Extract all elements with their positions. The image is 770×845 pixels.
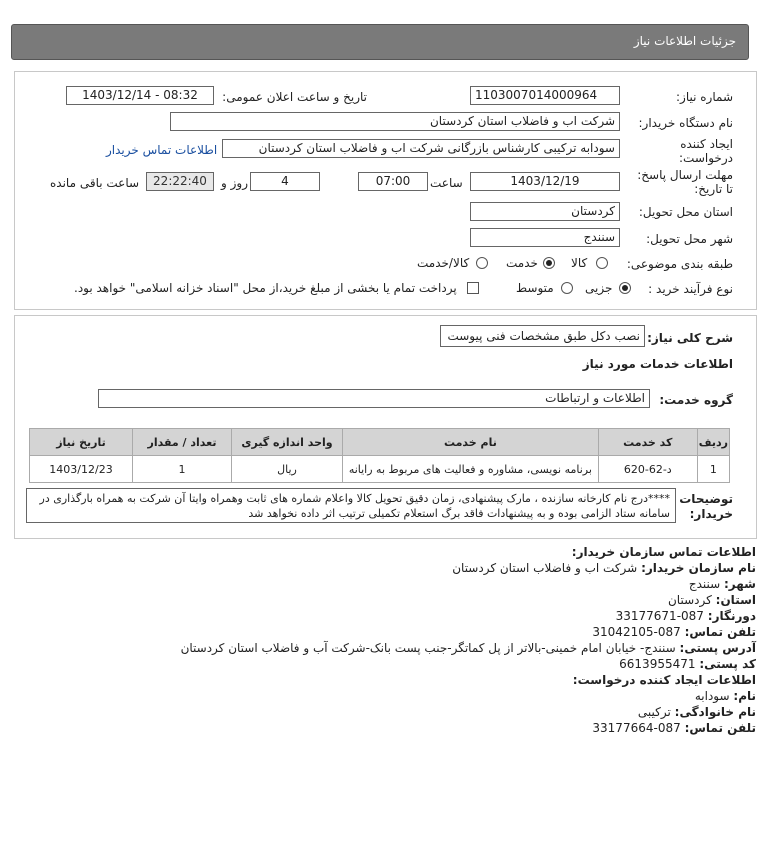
creator-first-name-row (695, 689, 756, 703)
contact-phone-label: تلفن تماس: (684, 625, 756, 639)
city-field: سنندج (470, 228, 620, 247)
contact-fax: 087-33177671 (615, 609, 704, 623)
creator-phone-row (592, 721, 756, 735)
contact-address-label: آدرس پستی: (679, 641, 756, 655)
contact-org: شرکت اب و فاضلاب استان کردستان (452, 561, 638, 575)
announce-label: تاریخ و ساعت اعلان عمومی: (222, 90, 367, 104)
contact-province-label: استان: (715, 593, 756, 607)
process-minor-label: جزیی (585, 281, 613, 295)
buyer-notes-label: توضیحات خریدار: (679, 492, 733, 521)
city-label: شهر محل تحویل: (646, 232, 733, 246)
creator-last-name: ترکیبی (637, 705, 671, 719)
remaining-label: ساعت باقی مانده (50, 176, 140, 190)
service-name: برنامه نویسی، مشاوره و فعالیت های مربوط به رایانه (343, 456, 599, 483)
days-label: روز و (221, 176, 248, 190)
creator-first-name-label: نام: (733, 689, 756, 703)
contact-heading: اطلاعات تماس سازمان خریدار: (571, 545, 756, 559)
table-header-row (30, 429, 730, 456)
treasury-note: پرداخت تمام یا بخشی از مبلغ خرید،از محل "اسناد خزانه اسلامی" خواهد بود. (74, 281, 457, 295)
contact-province: کردستان (667, 593, 712, 607)
need-number-label: شماره نیاز: (676, 90, 733, 104)
creator-last-name-label: نام خانوادگی: (674, 705, 756, 719)
category-service-label: خدمت (506, 256, 538, 270)
service-unit: ریال (232, 456, 343, 483)
deadline-time-field: 07:00 (358, 172, 428, 191)
service-code: د-62-620 (598, 456, 697, 483)
buyer-org-label: نام دستگاه خریدار: (638, 116, 733, 130)
row-index: 1 (697, 456, 729, 483)
contact-fax-label: دورنگار: (707, 609, 756, 623)
category-goods-label: کالا (571, 256, 588, 270)
deadline-date-field: 1403/12/19 (470, 172, 620, 191)
buyer-org-field: شرکت اب و فاضلاب استان کردستان (170, 112, 620, 131)
deadline-label: مهلت ارسال پاسخ: تا تاریخ: (637, 168, 733, 196)
col-row-header: ردیف (697, 429, 729, 456)
creator-first-name: سودابه (694, 689, 730, 703)
service-qty: 1 (133, 456, 232, 483)
col-date-header: تاریخ نیاز (30, 429, 133, 456)
buyer-notes-field: ****درج نام کارخانه سازنده ، مارک پیشنهادی، زمان دقیق تحویل کالا واعلام شماره های ثابت وهمراه وایتا آن شرکت به همراه بارگذاری در سامانه ستاد الزامی بوده و به پیشنهادات فاقد برگ استعلام تکمیلی ترتیب اثر داده نخواهد شد (26, 488, 676, 523)
col-qty-header: تعداد / مقدار (133, 429, 232, 456)
category-goods-service-label: کالا/خدمت (417, 256, 470, 270)
process-medium-label: متوسط (516, 281, 554, 295)
remaining-time-field: 22:22:40 (146, 172, 214, 191)
contact-phone-row (592, 625, 756, 639)
category-service-radio[interactable] (543, 257, 555, 269)
days-remaining-field: 4 (250, 172, 320, 191)
contact-address: سنندج- خیابان امام خمینی-بالاتر از پل کماتگر-جنب پست بانک-شرکت آب و فاضلاب استان کردستان (180, 641, 676, 655)
contact-org-row (452, 561, 756, 575)
contact-postal: 6613955471 (619, 657, 696, 671)
process-medium-radio[interactable] (561, 282, 573, 294)
service-group-label: گروه خدمت: (659, 393, 733, 407)
category-goods-service-radio[interactable] (476, 257, 488, 269)
category-goods-radio[interactable] (596, 257, 608, 269)
contact-postal-label: کد پستی: (699, 657, 756, 671)
creator-field: سودابه ترکیبی کارشناس بازرگانی شرکت اب و فاضلاب استان کردستان (222, 139, 620, 158)
creator-phone-label: تلفن تماس: (684, 721, 756, 735)
contact-city: سنندج (688, 577, 721, 591)
col-name-header: نام خدمت (343, 429, 599, 456)
contact-city-label: شهر: (724, 577, 756, 591)
col-code-header: کد خدمت (598, 429, 697, 456)
creator-label: ایجاد کننده درخواست: (679, 137, 733, 165)
col-unit-header: واحد اندازه گیری (232, 429, 343, 456)
category-label: طبقه بندی موضوعی: (626, 257, 733, 271)
province-field: کردستان (470, 202, 620, 221)
page-header (11, 24, 749, 60)
buyer-contact-link[interactable]: اطلاعات تماس خریدار (106, 143, 218, 157)
contact-fax-row (616, 609, 756, 623)
contact-org-label: نام سازمان خریدار: (641, 561, 756, 575)
need-number-field: 1103007014000964 (470, 86, 620, 105)
service-group-field: اطلاعات و ارتباطات (98, 389, 650, 408)
service-date: 1403/12/23 (30, 456, 133, 483)
contact-phone: 087-31042105 (592, 625, 681, 639)
process-minor-radio[interactable] (619, 282, 631, 294)
contact-city-row (689, 577, 756, 591)
services-heading: اطلاعات خدمات مورد نیاز (582, 357, 733, 371)
contact-postal-row (619, 657, 756, 671)
announce-datetime-field: 1403/12/14 - 08:32 (66, 86, 214, 105)
contact-address-row (181, 641, 756, 655)
table-row (30, 456, 730, 483)
summary-label: شرح کلی نیاز: (647, 331, 733, 345)
creator-phone: 087-33177664 (592, 721, 681, 735)
contact-province-row (668, 593, 756, 607)
deadline-time-label: ساعت (430, 176, 463, 190)
summary-field: نصب دکل طبق مشخصات فنی پیوست (440, 325, 645, 347)
page-title: جزئیات اطلاعات نیاز (633, 34, 736, 48)
creator-last-name-row (638, 705, 756, 719)
process-label: نوع فرآیند خرید : (648, 282, 733, 296)
province-label: استان محل تحویل: (638, 205, 733, 219)
creator-heading: اطلاعات ایجاد کننده درخواست: (572, 673, 756, 687)
treasury-checkbox[interactable] (467, 282, 479, 294)
services-table (29, 428, 730, 483)
